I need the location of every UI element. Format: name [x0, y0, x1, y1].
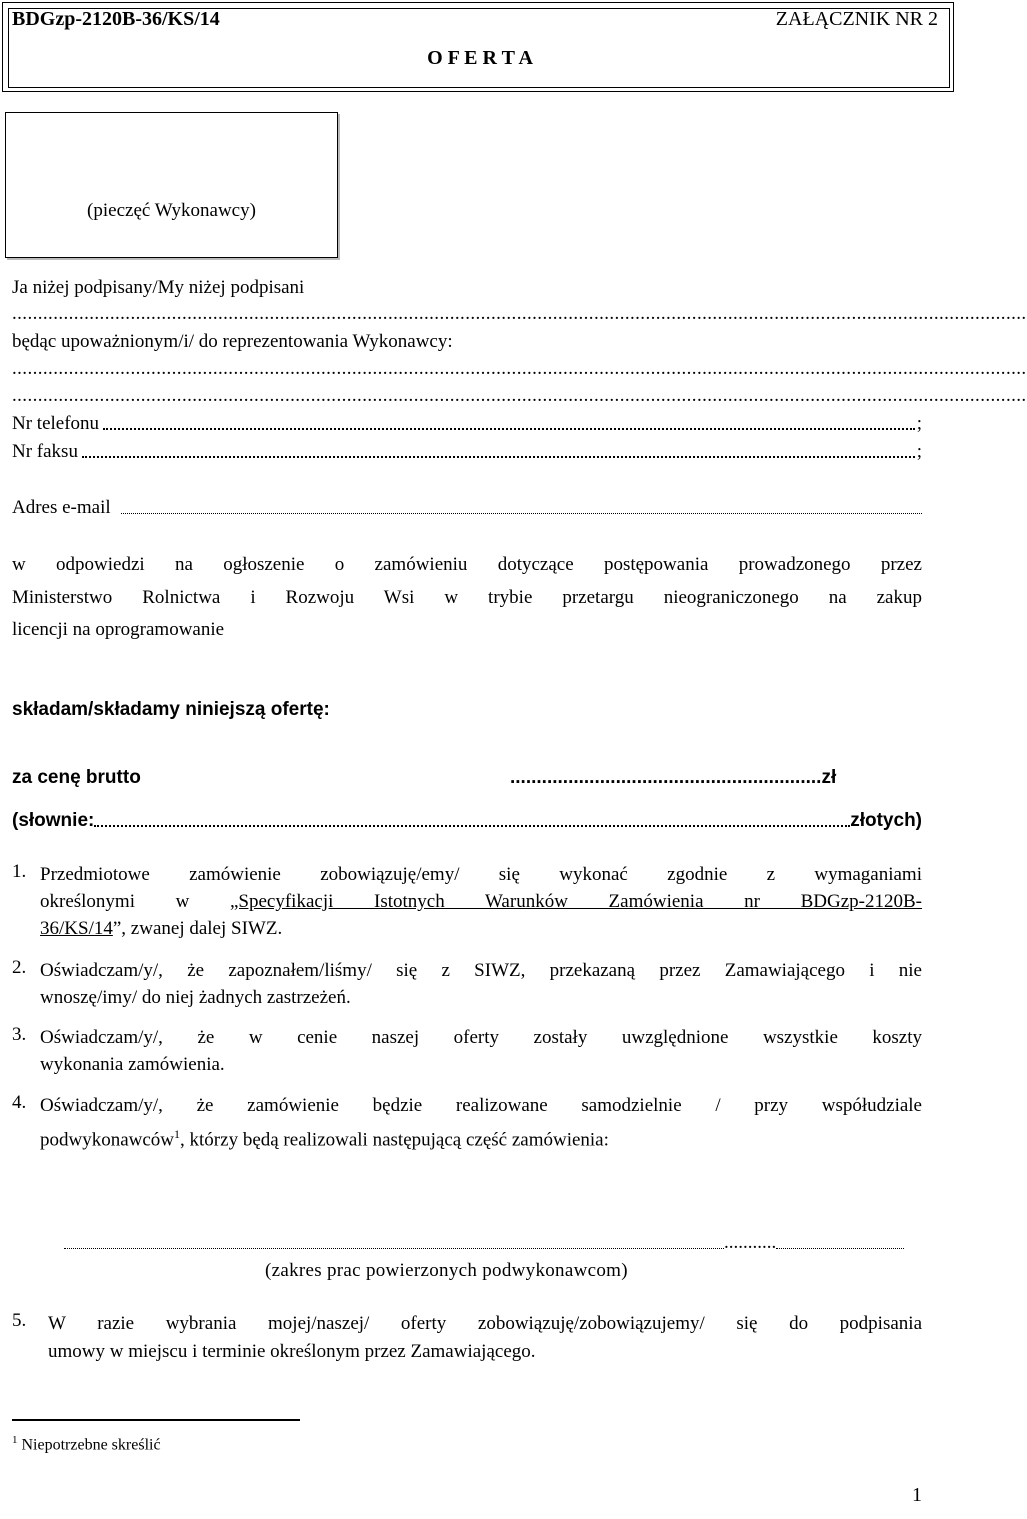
signatory-dots: ..................................................................................................................................................................................................... — [12, 303, 1027, 324]
item-1-line-3-text: ”, zwanej dalej SIWZ. — [112, 918, 283, 939]
item-2-line-1: Oświadczam/y/, że zapoznałem/liśmy/ się z SIWZ, przekazaną przez Zamawiającego i nie — [40, 960, 922, 981]
item-1 — [40, 861, 922, 942]
email-row — [12, 497, 922, 519]
email-fill — [121, 497, 922, 514]
signed-line: Ja niżej podpisany/My niżej podpisani — [12, 277, 305, 298]
response-line-2: Ministerstwo Rolnictwa i Rozwoju Wsi w trybie przetargu nieograniczonego na zakup — [12, 587, 922, 608]
item-3 — [40, 1024, 922, 1078]
subcontract-caption: (zakres prac powierzonych podwykonawcom) — [265, 1260, 628, 1281]
fax-row — [12, 441, 922, 463]
footnote-separator — [12, 1419, 300, 1421]
item-2 — [40, 957, 922, 1011]
item-4 — [40, 1092, 922, 1154]
footnote-mark: 1 — [12, 1434, 18, 1446]
page-title: O F E R T A — [427, 47, 533, 69]
contractor-dots-1: ..................................................................................................................................................................................................... — [12, 358, 1027, 379]
item-1-line-2-text: określonymi w — [40, 891, 230, 912]
words-label: (słownie: — [12, 810, 95, 831]
words-suffix: złotych) — [850, 810, 922, 831]
item-number: 1. — [12, 861, 27, 882]
phone-row — [12, 413, 922, 435]
document-reference: BDGzp-2120B-36/KS/14 — [12, 8, 220, 30]
phone-fill — [103, 413, 915, 430]
item-5-line-1: W razie wybrania mojej/naszej/ oferty zobowiązuję/zobowiązujemy/ się do podpisania — [48, 1313, 922, 1334]
phone-label: Nr telefonu — [12, 413, 100, 434]
item-1-line-2 — [40, 888, 922, 915]
fax-label: Nr faksu — [12, 441, 78, 462]
response-line-3: licencji na oprogramowanie — [12, 619, 225, 640]
footnote-ref: 1 — [174, 1127, 181, 1141]
contractor-dots-2: ..................................................................................................................................................................................................... — [12, 385, 1027, 406]
words-fill — [94, 810, 850, 827]
item-1-line-1: Przedmiotowe zamówienie zobowiązuję/emy/ się wykonać zgodnie z wymaganiami — [40, 864, 922, 885]
item-number: 3. — [12, 1024, 27, 1045]
fax-fill — [82, 441, 915, 458]
email-label: Adres e-mail — [12, 497, 111, 518]
item-number: 5. — [12, 1310, 27, 1331]
contractor-stamp-box — [5, 112, 338, 258]
item-number: 2. — [12, 957, 27, 978]
subcontract-fill-right — [776, 1247, 904, 1249]
footnote-text: Niepotrzebne skreślić — [17, 1436, 161, 1454]
item-2-line-2: wnoszę/imy/ do niej żadnych zastrzeżeń. — [40, 987, 351, 1008]
item-4-line-2-text: podwykonawców — [40, 1129, 175, 1151]
authorized-line: będąc upoważnionym/i/ do reprezentowania Wykonawcy: — [12, 331, 453, 352]
subcontract-dots: ........... — [724, 1232, 777, 1253]
phone-semicolon: ; — [916, 413, 922, 434]
item-3-line-1: Oświadczam/y/, że w cenie naszej oferty zostały uwzględnione wszystkie koszty — [40, 1027, 922, 1048]
siwz-reference: „Specyfikacji Istotnych Warunków Zamówienia nr BDGzp-2120B- — [229, 891, 922, 912]
item-4-line-2 — [40, 1120, 922, 1154]
item-5-line-2: umowy w miejscu i terminie określonym przez Zamawiającego. — [48, 1341, 536, 1362]
subcontract-dots-line — [64, 1232, 904, 1254]
price-value: ...........................................................zł — [510, 767, 837, 788]
offer-submit: składam/składamy niniejszą ofertę: — [12, 699, 330, 720]
siwz-reference-end: 36/KS/14 — [40, 918, 113, 939]
item-number: 4. — [12, 1092, 27, 1113]
fax-semicolon: ; — [916, 441, 922, 462]
stamp-label: (pieczęć Wykonawcy) — [87, 200, 256, 221]
price-label: za cenę brutto — [12, 767, 141, 788]
attachment-label: ZAŁĄCZNIK NR 2 — [775, 8, 938, 30]
subcontract-fill-left — [64, 1247, 724, 1249]
response-line-1: w odpowiedzi na ogłoszenie o zamówieniu dotyczące postępowania prowadzonego przez — [12, 554, 922, 575]
item-4-line-1: Oświadczam/y/, że zamówienie będzie realizowane samodzielnie / przy współudziale — [40, 1095, 922, 1116]
page-number: 1 — [912, 1484, 922, 1506]
item-5 — [48, 1310, 922, 1366]
item-4-line-2-rest: , którzy będą realizowali następującą część zamówienia: — [180, 1129, 609, 1151]
footnote — [12, 1434, 161, 1454]
item-3-line-2: wykonania zamówienia. — [40, 1054, 225, 1075]
item-1-line-3 — [40, 915, 922, 942]
price-words-row — [12, 810, 922, 832]
